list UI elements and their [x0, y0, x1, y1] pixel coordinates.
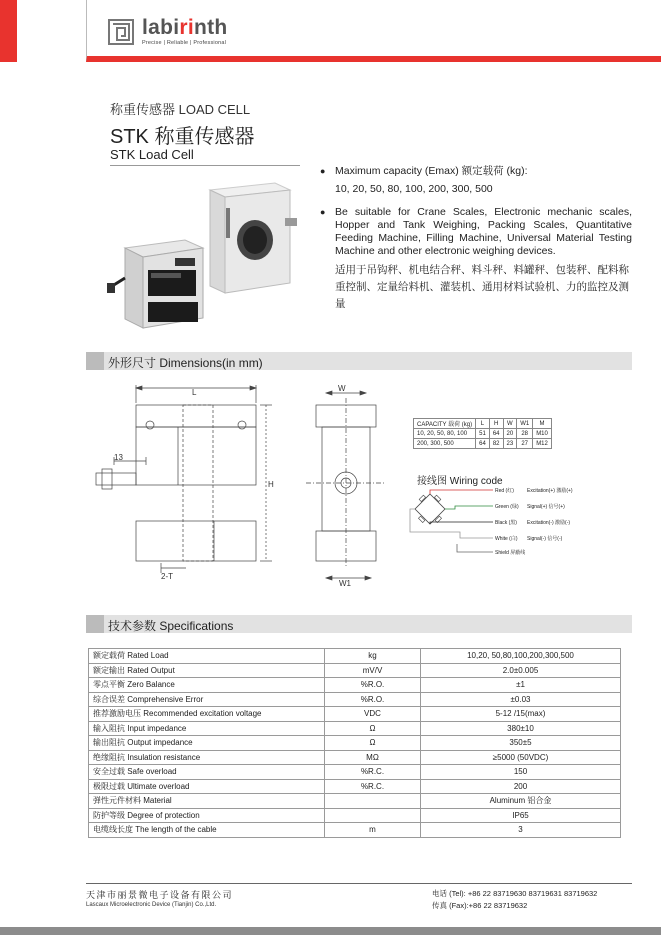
- table-cell: M10: [533, 429, 552, 439]
- table-row: [89, 779, 621, 794]
- specifications-table: [88, 648, 621, 838]
- spec-value: 380±10: [421, 721, 621, 736]
- wire-green-function: Signal(+) 信号(+): [527, 504, 565, 510]
- spec-value: ±1: [421, 678, 621, 693]
- table-row: [414, 429, 552, 439]
- table-header-cell: W: [503, 419, 517, 429]
- spec-unit: %R.C.: [325, 779, 421, 794]
- spec-param: 额定载荷 Rated Load: [89, 649, 325, 664]
- table-row: [89, 721, 621, 736]
- table-cell: 200, 300, 500: [414, 439, 476, 449]
- maze-logo-icon: [108, 19, 134, 45]
- company-name-chinese: 天津市丽景微电子设备有限公司: [86, 890, 234, 900]
- table-row: [89, 678, 621, 693]
- spec-param: 弹性元件材料 Material: [89, 794, 325, 809]
- spec-unit: m: [325, 823, 421, 838]
- spec-unit: %R.C.: [325, 765, 421, 780]
- product-photo: [105, 178, 305, 338]
- spec-unit: MΩ: [325, 750, 421, 765]
- wire-green-color: Green (绿): [495, 504, 519, 510]
- table-cell: 27: [517, 439, 533, 449]
- table-cell: 10, 20, 50, 80, 100: [414, 429, 476, 439]
- spec-param: 电缆线长度 The length of the cable: [89, 823, 325, 838]
- capacity-dimension-table: [413, 418, 552, 449]
- capacity-values: 10, 20, 50, 80, 100, 200, 300, 500: [335, 183, 493, 195]
- dim-label-thread: 2-T: [161, 572, 173, 581]
- table-header-cell: H: [489, 419, 503, 429]
- spec-param: 额定输出 Rated Output: [89, 663, 325, 678]
- company-name-english: Lascaux Microelectronic Device (Tianjin) Co.,Ltd.: [86, 902, 217, 908]
- table-row: [89, 663, 621, 678]
- title-divider: [110, 165, 300, 166]
- dimensions-section-bar: [86, 352, 632, 370]
- spec-param: 零点平衡 Zero Balance: [89, 678, 325, 693]
- dim-label-13: 13: [114, 453, 123, 462]
- spec-value: ±0.03: [421, 692, 621, 707]
- table-cell: 20: [503, 429, 517, 439]
- spec-value: 3: [421, 823, 621, 838]
- spec-value: Aluminum 铝合金: [421, 794, 621, 809]
- wire-red-color: Red (红): [495, 488, 514, 494]
- table-row: [89, 649, 621, 664]
- spec-unit: [325, 794, 421, 809]
- spec-value: 150: [421, 765, 621, 780]
- table-cell: M12: [533, 439, 552, 449]
- spec-param: 绝缘阻抗 Insulation resistance: [89, 750, 325, 765]
- capacity-label: ● Maximum capacity (Emax) 额定载荷 (kg):: [335, 165, 528, 177]
- dim-label-l: L: [192, 388, 197, 397]
- company-logo: [108, 18, 228, 46]
- spec-unit: VDC: [325, 707, 421, 722]
- usage-english: ● Be suitable for Crane Scales, Electronic mechanic scales, Hopper and Tank Weighing, Packing Scales, Quantitative Feeding Machine, Filling Machine, Universal Material Testing Machine and other electronic weighing devices.: [335, 206, 632, 257]
- spec-value: ≥5000 (50VDC): [421, 750, 621, 765]
- specifications-section-bar: [86, 615, 632, 633]
- spec-unit: Ω: [325, 721, 421, 736]
- product-category: 称重传感器 LOAD CELL: [110, 102, 251, 117]
- spec-unit: [325, 808, 421, 823]
- product-subtitle: STK Load Cell: [110, 147, 194, 162]
- white-load-cell-image: [210, 183, 297, 293]
- wire-black-color: Black (黑): [495, 520, 517, 526]
- spec-param: 输入阻抗 Input impedance: [89, 721, 325, 736]
- spec-param: 安全过载 Safe overload: [89, 765, 325, 780]
- table-row: [414, 439, 552, 449]
- spec-value: 350±5: [421, 736, 621, 751]
- table-header-row: [414, 419, 552, 429]
- table-cell: 51: [476, 429, 490, 439]
- spec-unit: %R.O.: [325, 678, 421, 693]
- table-cell: 23: [503, 439, 517, 449]
- side-view-drawing: [306, 391, 386, 580]
- section-tab-marker: [86, 352, 104, 370]
- spec-param: 综合误差 Comprehensive Error: [89, 692, 325, 707]
- spec-value: 5-12 /15(max): [421, 707, 621, 722]
- wire-shield-color: Shield 屏蔽线: [495, 550, 526, 556]
- spec-value: 10,20, 50,80,100,200,300,500: [421, 649, 621, 664]
- table-row: [89, 823, 621, 838]
- table-row: [89, 692, 621, 707]
- footer-divider: [86, 883, 632, 884]
- table-cell: 82: [489, 439, 503, 449]
- spec-unit: kg: [325, 649, 421, 664]
- spec-value: 2.0±0.005: [421, 663, 621, 678]
- table-header-cell: L: [476, 419, 490, 429]
- table-row: [89, 794, 621, 809]
- section-tab-marker: [86, 615, 104, 633]
- footer-bar: [0, 927, 661, 935]
- table-cell: 28: [517, 429, 533, 439]
- table-header-cell: W1: [517, 419, 533, 429]
- wire-white-function: Signal(-) 信号(-): [527, 536, 563, 542]
- dimensions-section-title: 外形尺寸 Dimensions(in mm): [108, 356, 263, 370]
- contact-fax: 传真 (Fax):+86 22 83719632: [432, 901, 528, 910]
- spec-param: 推荐激励电压 Recommended excitation voltage: [89, 707, 325, 722]
- table-row: [89, 707, 621, 722]
- wiring-title: 接线图 Wiring code: [417, 476, 503, 487]
- dim-label-w1: W1: [339, 579, 351, 588]
- logo-wordmark: labirinth: [142, 16, 228, 39]
- header-left-stripe: [0, 0, 17, 62]
- feature-bullets: [320, 165, 632, 319]
- dimension-drawing: [86, 383, 398, 588]
- wire-labels: [495, 487, 573, 556]
- usage-chinese: 适用于吊钩秤、机电结合秤、料斗秤、料罐秤、包装秤、配料称重控制、定量给料机、灌装机、通用材料试验机、力的监控及测量: [335, 264, 629, 310]
- wire-black-function: Excitation(-) 激励(-): [527, 520, 571, 526]
- wheatstone-bridge-icon: [415, 494, 445, 524]
- wire-red-function: Excitation(+) 激励(+): [527, 488, 573, 494]
- dim-label-w: W: [338, 384, 346, 393]
- page-title: STK 称重传感器: [110, 126, 255, 148]
- wire-white-color: White (白): [495, 536, 518, 542]
- table-header-cell: M: [533, 419, 552, 429]
- capacity-bullet: [320, 165, 632, 196]
- table-cell: 64: [489, 429, 503, 439]
- table-header-cell: CAPACITY 载荷 (kg): [414, 419, 476, 429]
- black-load-cell-image: [107, 240, 203, 328]
- table-cell: 64: [476, 439, 490, 449]
- contact-telephone: 电话 (Tel): +86 22 83719630 83719631 83719632: [432, 889, 598, 898]
- table-row: [89, 736, 621, 751]
- table-row: [89, 750, 621, 765]
- table-row: [89, 765, 621, 780]
- spec-value: 200: [421, 779, 621, 794]
- dim-label-h: H: [268, 480, 274, 489]
- spec-value: IP65: [421, 808, 621, 823]
- table-row: [89, 808, 621, 823]
- wiring-diagram: [405, 484, 645, 564]
- spec-unit: %R.O.: [325, 692, 421, 707]
- spec-param: 输出阻抗 Output impedance: [89, 736, 325, 751]
- spec-param: 极限过载 Ultimate overload: [89, 779, 325, 794]
- spec-unit: Ω: [325, 736, 421, 751]
- spec-unit: mV/V: [325, 663, 421, 678]
- front-view-drawing: [96, 385, 272, 573]
- logo-tagline: Precise | Reliable | Professional: [142, 40, 227, 46]
- specifications-section-title: 技术参数 Specifications: [108, 619, 234, 633]
- usage-bullet: [320, 206, 632, 313]
- spec-param: 防护等级 Degree of protection: [89, 808, 325, 823]
